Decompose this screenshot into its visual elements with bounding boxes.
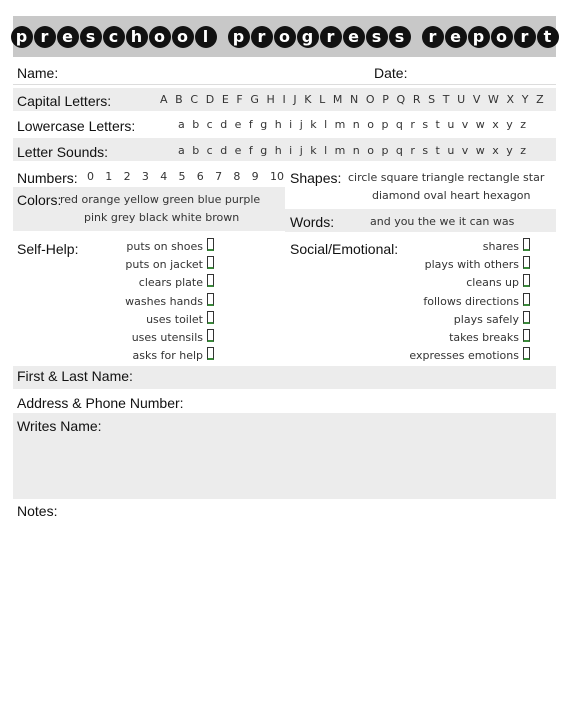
title-word	[10, 26, 217, 48]
list-item: t	[435, 144, 440, 157]
list-item: I	[282, 93, 286, 106]
list-item: q	[395, 118, 403, 131]
address-phone-label: Address & Phone Number:	[17, 395, 184, 411]
checklist-item	[125, 311, 214, 329]
list-item: A	[160, 93, 168, 106]
words-list: and you the we it can was	[370, 215, 515, 228]
checklist-item	[125, 293, 214, 311]
list-item: g	[260, 118, 268, 131]
checklist-item-label: clears plate	[138, 276, 203, 290]
list-item: d	[220, 118, 228, 131]
list-item: N	[350, 93, 359, 106]
title-letter-circle: g	[297, 26, 319, 48]
title-letter-circle: s	[366, 26, 388, 48]
checklist-item-label: follows directions	[423, 294, 519, 308]
list-item: j	[299, 144, 303, 157]
checklist-item	[125, 347, 214, 365]
list-item: w	[475, 118, 485, 131]
list-item: v	[461, 144, 469, 157]
list-item: a	[178, 118, 185, 131]
numbers-label: Numbers:	[17, 170, 78, 186]
checkbox[interactable]	[207, 311, 214, 324]
title-letter-circle: p	[468, 26, 490, 48]
lowercase-letters-label: Lowercase Letters:	[17, 118, 136, 134]
numbers-list	[87, 170, 284, 183]
title-letter-circle: p	[228, 26, 250, 48]
title-letter-circle: r	[320, 26, 342, 48]
list-item: X	[506, 93, 515, 106]
name-label: Name:	[17, 65, 59, 81]
checklist-item-label: washes hands	[125, 294, 203, 308]
list-item: l	[324, 118, 328, 131]
list-item: f	[248, 118, 253, 131]
checklist-item	[409, 329, 530, 347]
checkbox[interactable]	[523, 293, 530, 306]
list-item: s	[422, 118, 429, 131]
checklist-item-label: shares	[482, 240, 519, 253]
shapes-line-2: diamond oval heart hexagon	[372, 189, 531, 202]
list-item: 0	[87, 170, 94, 183]
title-letter-circle: c	[103, 26, 125, 48]
checklist-item-label: puts on jacket	[125, 258, 203, 272]
first-last-name-label: First & Last Name:	[17, 368, 133, 384]
list-item: q	[395, 144, 403, 157]
list-item: l	[324, 144, 328, 157]
list-item: f	[248, 144, 253, 157]
capital-letters-list	[160, 93, 544, 106]
list-item: 10	[269, 170, 284, 183]
list-item: K	[304, 93, 312, 106]
checklist-item-label: expresses emotions	[409, 349, 519, 363]
list-item: a	[178, 144, 185, 157]
checkbox[interactable]	[207, 293, 214, 306]
capital-letters-label: Capital Letters:	[17, 93, 112, 109]
checkbox[interactable]	[523, 311, 530, 324]
title-letter-circle: o	[172, 26, 194, 48]
list-item: m	[334, 118, 346, 131]
list-item: E	[221, 93, 229, 106]
list-item: Q	[396, 93, 406, 106]
list-item: e	[234, 118, 242, 131]
title-letter-circle: r	[422, 26, 444, 48]
title-letter-circle: r	[251, 26, 273, 48]
checkbox[interactable]	[207, 238, 214, 251]
notes-label: Notes:	[17, 503, 58, 519]
title-letter-circle: r	[514, 26, 536, 48]
social-emotional-checklist	[409, 238, 530, 365]
list-item: o	[367, 144, 374, 157]
title-word	[227, 26, 411, 48]
list-item: r	[410, 118, 415, 131]
writes-name-label: Writes Name:	[17, 418, 102, 434]
list-item: J	[293, 93, 297, 106]
list-item: c	[206, 144, 213, 157]
title-letter-circle: o	[491, 26, 513, 48]
checkbox[interactable]	[523, 347, 530, 360]
checklist-item-label: puts on shoes	[126, 240, 203, 253]
checklist-item	[409, 347, 530, 365]
checklist-item	[409, 238, 530, 256]
list-item: b	[192, 118, 200, 131]
title-letter-circle: h	[126, 26, 148, 48]
title-letter-circle: t	[537, 26, 559, 48]
list-item: w	[475, 144, 485, 157]
colors-label: Colors:	[17, 192, 62, 208]
list-item: u	[447, 144, 455, 157]
list-item: U	[457, 93, 466, 106]
checklist-item-label: plays safely	[453, 312, 519, 326]
list-item: k	[310, 144, 317, 157]
list-item: y	[506, 144, 513, 157]
shapes-line-1: circle square triangle rectangle star	[348, 171, 545, 184]
list-item: 4	[160, 170, 168, 183]
list-item: O	[365, 93, 375, 106]
list-item: x	[492, 144, 499, 157]
list-item: n	[352, 144, 360, 157]
list-item: Z	[536, 93, 544, 106]
list-item: T	[442, 93, 450, 106]
list-item: s	[422, 144, 429, 157]
list-item: k	[310, 118, 317, 131]
checklist-item	[409, 256, 530, 274]
words-label: Words:	[290, 214, 335, 230]
checklist-item-label: cleans up	[466, 276, 519, 290]
list-item: y	[506, 118, 513, 131]
list-item: p	[381, 118, 389, 131]
checkbox[interactable]	[207, 347, 214, 360]
list-item: c	[206, 118, 213, 131]
list-item: H	[266, 93, 275, 106]
list-item: 2	[123, 170, 131, 183]
checklist-item	[125, 329, 214, 347]
checkbox[interactable]	[523, 274, 530, 287]
colors-line-2: pink grey black white brown	[84, 211, 240, 224]
colors-line-1: red orange yellow green blue purple	[60, 193, 261, 206]
list-item: L	[319, 93, 326, 106]
checkbox[interactable]	[207, 274, 214, 287]
checklist-item-label: asks for help	[132, 349, 203, 363]
title-letter-circle: s	[80, 26, 102, 48]
date-label: Date:	[374, 65, 408, 81]
divider	[13, 84, 556, 85]
checklist-item	[409, 274, 530, 292]
shapes-label: Shapes:	[290, 170, 342, 186]
list-item: P	[382, 93, 389, 106]
title-letter-circle: s	[389, 26, 411, 48]
checklist-item-label: uses utensils	[131, 330, 203, 344]
list-item: G	[250, 93, 259, 106]
title-letter-circle: p	[11, 26, 33, 48]
list-item: z	[520, 144, 526, 157]
list-item: 3	[141, 170, 149, 183]
title-banner	[13, 16, 556, 57]
list-item: t	[435, 118, 440, 131]
list-item: u	[447, 118, 455, 131]
list-item: g	[260, 144, 268, 157]
list-item: z	[520, 118, 526, 131]
list-item: 7	[215, 170, 223, 183]
list-item: o	[367, 118, 374, 131]
checkbox[interactable]	[207, 329, 214, 342]
letter-sounds-label: Letter Sounds:	[17, 144, 109, 160]
checklist-item	[409, 293, 530, 311]
list-item: W	[487, 93, 499, 106]
list-item: v	[461, 118, 469, 131]
checkbox[interactable]	[523, 256, 530, 269]
list-item: 9	[251, 170, 259, 183]
checklist-item-label: uses toilet	[146, 312, 203, 326]
list-item: 6	[196, 170, 204, 183]
list-item: M	[332, 93, 343, 106]
list-item: S	[428, 93, 436, 106]
list-item: h	[274, 118, 282, 131]
checklist-item-label: plays with others	[424, 258, 519, 272]
list-item: n	[352, 118, 360, 131]
list-item: D	[205, 93, 215, 106]
list-item: d	[220, 144, 228, 157]
list-item: j	[299, 118, 303, 131]
title-letter-circle: o	[149, 26, 171, 48]
list-item: F	[236, 93, 243, 106]
list-item: m	[334, 144, 346, 157]
list-item: i	[289, 118, 293, 131]
checklist-item	[125, 256, 214, 274]
self-help-checklist	[125, 238, 214, 365]
list-item: i	[289, 144, 293, 157]
title-letter-circle: e	[57, 26, 79, 48]
title-letter-circle: l	[195, 26, 217, 48]
list-item: h	[274, 144, 282, 157]
list-item: 1	[105, 170, 113, 183]
list-item: R	[412, 93, 421, 106]
checklist-item	[125, 238, 214, 256]
title-word	[421, 26, 559, 48]
list-item: V	[472, 93, 481, 106]
checklist-item	[409, 311, 530, 329]
list-item: b	[192, 144, 200, 157]
list-item: p	[381, 144, 389, 157]
self-help-label: Self-Help:	[17, 241, 79, 257]
title-letter-circle: o	[274, 26, 296, 48]
checklist-item	[125, 274, 214, 292]
title-letter-circle: e	[445, 26, 467, 48]
list-item: x	[492, 118, 499, 131]
checkbox[interactable]	[523, 238, 530, 251]
checklist-item-label: takes breaks	[449, 330, 519, 344]
list-item: e	[234, 144, 242, 157]
list-item: r	[410, 144, 415, 157]
title-letter-circle: r	[34, 26, 56, 48]
checkbox[interactable]	[207, 256, 214, 269]
social-emotional-label: Social/Emotional:	[290, 241, 399, 257]
letter-sounds-list	[178, 144, 526, 157]
list-item: B	[175, 93, 183, 106]
checkbox[interactable]	[523, 329, 530, 342]
list-item: 8	[233, 170, 241, 183]
list-item: C	[190, 93, 199, 106]
title-letter-circle: e	[343, 26, 365, 48]
list-item: Y	[521, 93, 529, 106]
list-item: 5	[178, 170, 186, 183]
lowercase-letters-list	[178, 118, 526, 131]
